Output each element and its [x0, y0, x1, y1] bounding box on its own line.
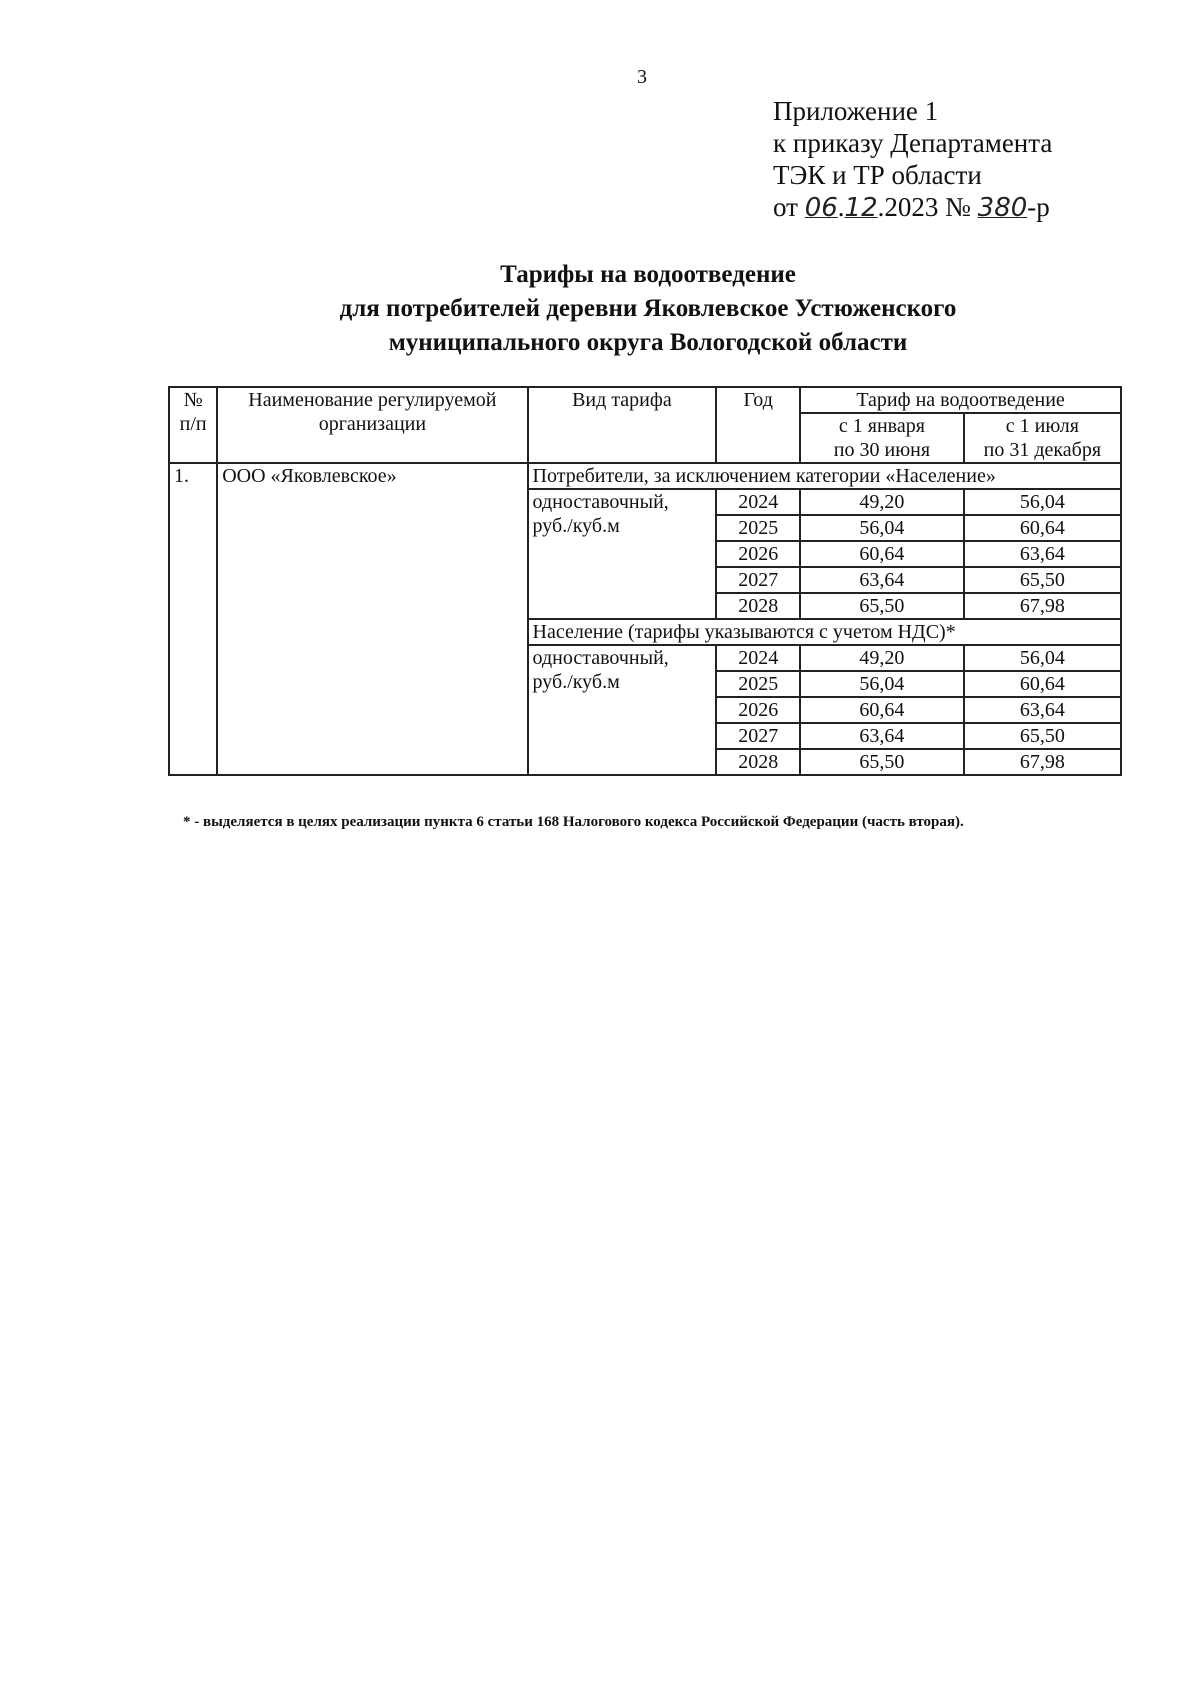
document-title [0, 258, 1200, 360]
organization-name: ООО «Яковлевское» [217, 463, 527, 775]
appendix-line-2: к приказу Департамента [773, 128, 1053, 158]
year-cell: 2026 [716, 697, 800, 723]
year-cell: 2027 [716, 567, 800, 593]
title-line-3: муниципального округа Вологодской области [388, 329, 908, 356]
header-period-2: с 1 июля по 31 декабря [964, 413, 1121, 463]
header-year: Год [716, 387, 800, 463]
tariff-type: одноставочный, руб./куб.м [528, 489, 717, 619]
tariff-period-1-cell: 49,20 [800, 645, 964, 671]
page-number: 3 [637, 66, 647, 88]
tariff-period-2-cell: 65,50 [964, 723, 1121, 749]
year-cell: 2026 [716, 541, 800, 567]
category-label: Население (тарифы указываются с учетом НДС)* [528, 619, 1121, 645]
tariff-period-2-cell: 65,50 [964, 567, 1121, 593]
tariff-period-2-cell: 67,98 [964, 749, 1121, 775]
tariff-period-1-cell: 56,04 [800, 515, 964, 541]
date-year: .2023 № [877, 192, 971, 222]
header-tariff: Тариф на водоотведение [800, 387, 1121, 413]
tariff-period-1-cell: 65,50 [800, 593, 964, 619]
appendix-line-1: Приложение 1 [773, 96, 939, 126]
year-cell: 2025 [716, 515, 800, 541]
appendix-line-3: ТЭК и ТР области [773, 160, 982, 190]
tariff-type: одноставочный, руб./куб.м [528, 645, 717, 775]
header-org: Наименование регулируемой организации [217, 387, 527, 463]
tariff-period-1-cell: 60,64 [800, 697, 964, 723]
tariff-period-2-cell: 63,64 [964, 541, 1121, 567]
year-cell: 2028 [716, 749, 800, 775]
tariff-period-1-cell: 60,64 [800, 541, 964, 567]
footnote: * - выделяется в целях реализации пункта 6 статьи 168 Налогового кодекса Российской Федерации (часть вторая). [183, 814, 964, 830]
date-month-handwritten: 12 [844, 193, 878, 223]
order-number-handwritten: 380 [977, 193, 1028, 223]
year-cell: 2028 [716, 593, 800, 619]
year-cell: 2027 [716, 723, 800, 749]
category-row [169, 463, 1121, 489]
order-suffix: -р [1027, 192, 1050, 222]
tariff-period-2-cell: 67,98 [964, 593, 1121, 619]
tariff-period-1-cell: 56,04 [800, 671, 964, 697]
year-cell: 2024 [716, 489, 800, 515]
year-cell: 2024 [716, 645, 800, 671]
tariff-period-2-cell: 56,04 [964, 645, 1121, 671]
header-type: Вид тарифа [528, 387, 717, 463]
tariff-period-2-cell: 56,04 [964, 489, 1121, 515]
tariff-period-1-cell: 63,64 [800, 723, 964, 749]
row-number: 1. [169, 463, 217, 775]
date-prefix: от [773, 192, 798, 222]
header-num: № п/п [169, 387, 217, 463]
tariff-period-1-cell: 63,64 [800, 567, 964, 593]
tariff-period-2-cell: 60,64 [964, 671, 1121, 697]
tariff-period-2-cell: 60,64 [964, 515, 1121, 541]
category-label: Потребители, за исключением категории «Население» [528, 463, 1121, 489]
date-day-handwritten: 06 [804, 193, 838, 223]
title-line-2: для потребителей деревни Яковлевское Устюженского [339, 295, 957, 322]
appendix-block [773, 95, 1052, 224]
year-cell: 2025 [716, 671, 800, 697]
tariff-table [168, 386, 1122, 776]
header-period-1: с 1 января по 30 июня [800, 413, 964, 463]
tariff-period-1-cell: 65,50 [800, 749, 964, 775]
title-line-1: Тарифы на водоотведение [500, 261, 796, 288]
tariff-period-2-cell: 63,64 [964, 697, 1121, 723]
appendix-date-line: от 06.12.2023 № 380-р [773, 192, 1050, 223]
tariff-period-1-cell: 49,20 [800, 489, 964, 515]
